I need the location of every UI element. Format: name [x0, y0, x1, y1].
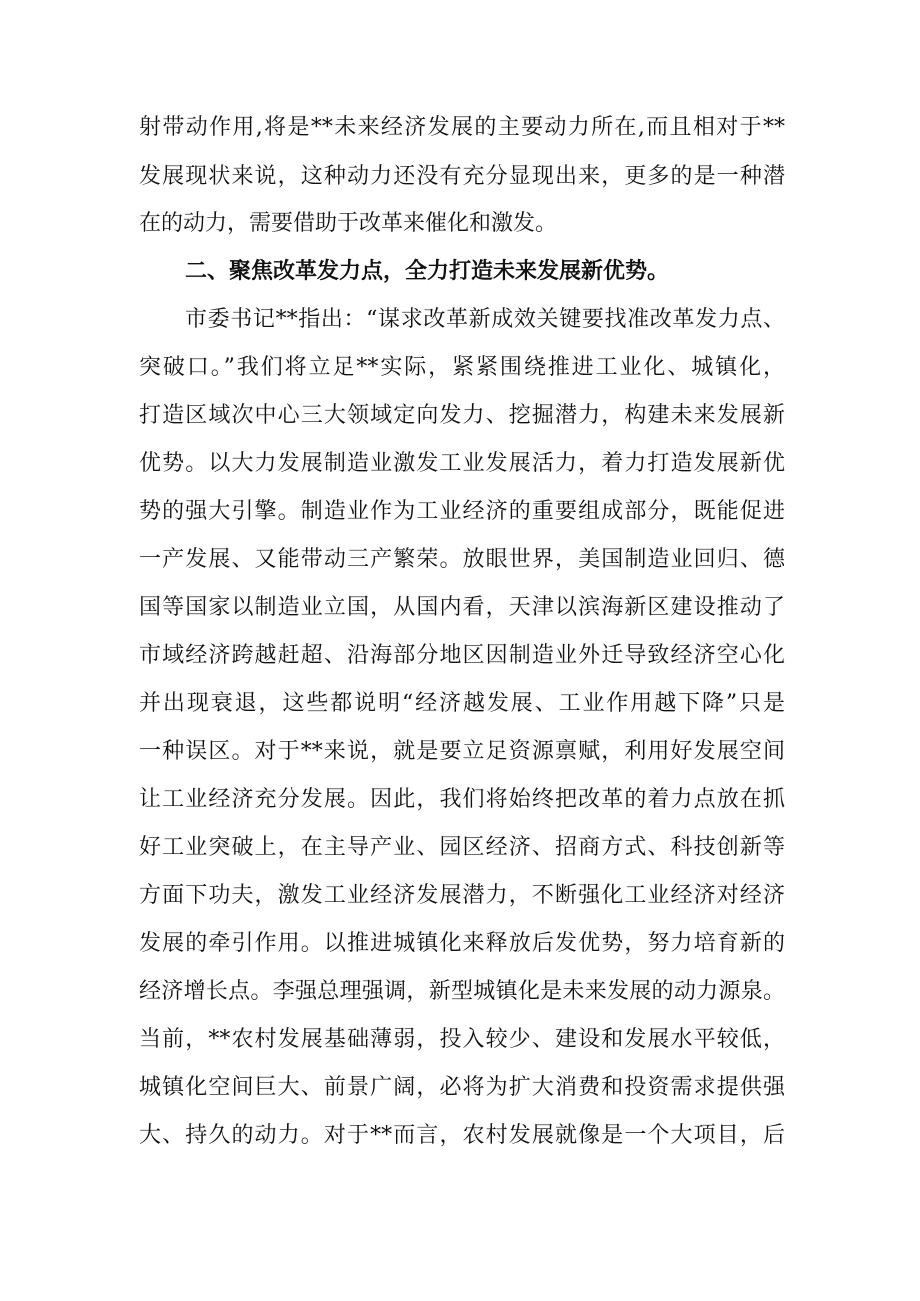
paragraph-line: 当前，**农村发展基础薄弱，投入较少、建设和发展水平较低，: [139, 1027, 785, 1052]
paragraph-line: 射带动作用,将是**未来经济发展的主要动力所在,而且相对于**: [139, 115, 785, 140]
paragraph-line: 优势。以大力发展制造业激发工业发展活力，着力打造发展新优: [139, 451, 785, 476]
paragraph-line: 发展现状来说，这种动力还没有充分显现出来，更多的是一种潜: [139, 164, 785, 189]
paragraph-line: 发展的牵引作用。以推进城镇化来释放后发优势，努力培育新的: [139, 931, 785, 956]
paragraph-line: 好工业突破上，在主导产业、园区经济、招商方式、科技创新等: [139, 835, 785, 860]
paragraph-line: 在的动力，需要借助于改革来催化和激发。: [139, 211, 558, 236]
paragraph-line: 方面下功夫，激发工业经济发展潜力，不断强化工业经济对经济: [139, 883, 785, 908]
paragraph-line: 一产发展、又能带动三产繁荣。放眼世界，美国制造业回归、德: [139, 547, 785, 572]
paragraph-line: 经济增长点。李强总理强调，新型城镇化是未来发展的动力源泉。: [139, 979, 785, 1004]
paragraph-line: 国等国家以制造业立国，从国内看，天津以滨海新区建设推动了: [139, 595, 785, 620]
paragraph-line: 大、持久的动力。对于**而言，农村发展就像是一个大项目，后: [139, 1123, 785, 1148]
paragraph-line: 势的强大引擎。制造业作为工业经济的重要组成部分，既能促进: [139, 499, 785, 524]
paragraph-line: 打造区域次中心三大领域定向发力、挖掘潜力，构建未来发展新: [139, 403, 785, 428]
paragraph-line: 让工业经济充分发展。因此，我们将始终把改革的着力点放在抓: [139, 787, 785, 812]
paragraph-line: 市委书记**指出：“谋求改革新成效关键要找准改革发力点、: [185, 307, 785, 332]
paragraph-line: 并出现衰退，这些都说明“经济越发展、工业作用越下降”只是: [139, 691, 785, 716]
paragraph-line: 城镇化空间巨大、前景广阔，必将为扩大消费和投资需求提供强: [139, 1075, 785, 1100]
paragraph-line: 一种误区。对于**来说，就是要立足资源禀赋，利用好发展空间: [139, 739, 785, 764]
paragraph-line: 市域经济跨越赶超、沿海部分地区因制造业外迁导致经济空心化: [139, 643, 785, 668]
paragraph-line: 突破口。”我们将立足**实际，紧紧围绕推进工业化、城镇化，: [139, 355, 785, 380]
section-heading: 二、聚焦改革发力点，全力打造未来发展新优势。: [185, 259, 670, 284]
